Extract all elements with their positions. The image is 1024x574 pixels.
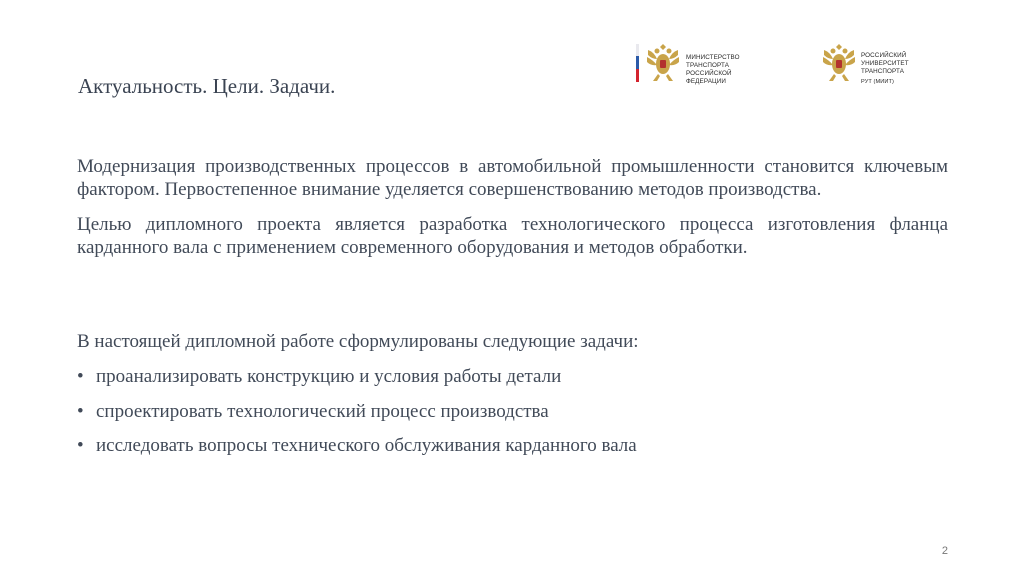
paragraph-goal: Целью дипломного проекта является разработка технологического процесса изготовления фланца карданного вала с применением современного оборудования и методов обработки. <box>77 214 948 258</box>
bullet-icon: • <box>77 400 84 422</box>
page-number: 2 <box>941 545 948 557</box>
paragraph-relevance: Модернизация производственных процессов в автомобильной промышленности становится ключевым фактором. Первостепенное внимание уделяется совершенствованию методов производства. <box>77 156 948 200</box>
university-emblem-icon <box>821 40 857 84</box>
list-item: • исследовать вопросы технического обслуживания карданного вала <box>77 435 637 456</box>
bullet-icon: • <box>77 366 84 387</box>
ministry-emblem-icon <box>645 40 681 84</box>
intro-text <box>77 156 948 259</box>
task-list <box>77 366 637 470</box>
ministry-logo-text: МИНИСТЕРСТВО ТРАНСПОРТА РОССИЙСКОЙ ФЕДЕРАЦИИ <box>686 54 740 85</box>
list-item: • спроектировать технологический процесс производства <box>77 400 549 422</box>
slide-title: Актуальность. Цели. Задачи. <box>78 74 336 98</box>
tasks-heading: В настоящей дипломной работе сформулированы следующие задачи: <box>77 331 639 352</box>
list-item: • проанализировать конструкцию и условия работы детали <box>77 366 562 387</box>
russian-flag-icon <box>636 44 639 82</box>
bullet-icon: • <box>77 435 84 456</box>
university-logo-text: РОССИЙСКИЙ УНИВЕРСИТЕТ ТРАНСПОРТА РУТ (МИИТ) <box>861 52 909 85</box>
